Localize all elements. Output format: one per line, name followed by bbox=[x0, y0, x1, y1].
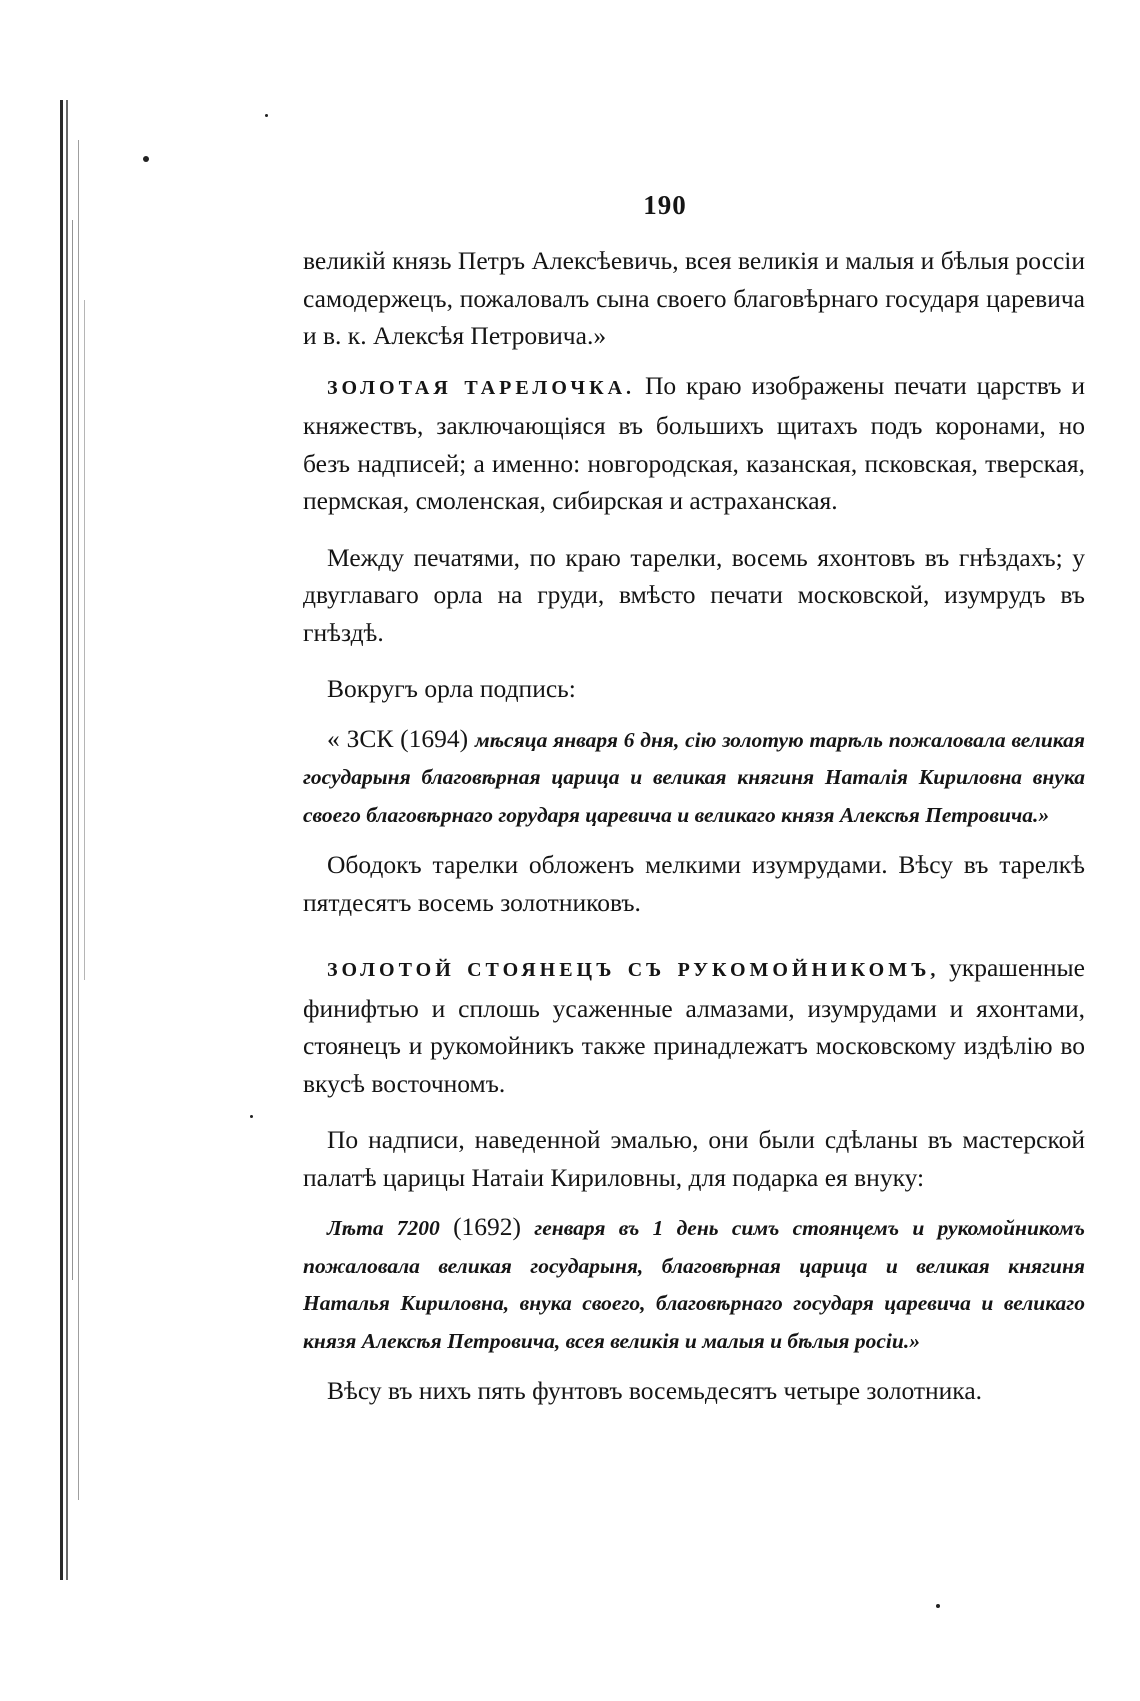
paragraph-3: Между печатями, по краю тарелки, восемь яхонтовъ въ гнѣздахъ; у двуглаваго орла на груди, вмѣсто печати московской, изумрудъ въ гнѣздѣ. bbox=[303, 542, 1085, 647]
paper-speck bbox=[250, 1115, 253, 1118]
binding-line bbox=[66, 100, 68, 1580]
quote-2 bbox=[303, 1208, 1085, 1360]
paragraph-6 bbox=[303, 949, 1085, 1102]
binding-line bbox=[78, 140, 79, 1500]
quote-year: (1692) bbox=[453, 1212, 522, 1241]
paragraph-5: Ободокъ тарелки обложенъ мелкими изумрудами. Вѣсу въ тарелкѣ пятдесятъ восемь золотниковъ. bbox=[303, 850, 1085, 917]
paragraph-4: Вокругъ орла подпись: bbox=[327, 674, 576, 703]
paragraph-8: Вѣсу въ нихъ пять фунтовъ восемьдесятъ четыре золотника. bbox=[327, 1376, 983, 1405]
quote-text: генваря въ 1 день симъ стоянцемъ и рукомойникомъ пожаловала великая государыня, благовѣрная царица и великая княгиня Наталья Кириловна, внука своего, благовѣрнаго государя царевича и великаго князя Алексѣя Петровича, всея великія и малыя и бѣлыя росіи.» bbox=[303, 1216, 1085, 1353]
paragraph-7: По надписи, наведенной эмалью, они были сдѣланы въ мастерской палатѣ царицы Натаіи Кириловны, для подарка ея внуку: bbox=[303, 1125, 1085, 1192]
binding-line bbox=[60, 100, 63, 1580]
quote-text: мѣсяца января 6 дня, сію золотую тарѣль пожаловала великая государыня благовѣрная царица и великая княгиня Наталія Кириловна внука своего благовѣрнаго горударя царевича и великаго князя Алексѣя Петровича.» bbox=[303, 727, 1085, 827]
paragraph-1: великій князь Петръ Алексѣевичь, всея великія и малыя и бѣлыя россіи самодержецъ, пожаловалъ сына своего благовѣрнаго государя царевича и в. к. Алексѣя Петровича.» bbox=[303, 246, 1085, 350]
quote-lead: Лѣта 7200 bbox=[327, 1216, 454, 1240]
main-text bbox=[303, 242, 1085, 1410]
section-heading: ЗОЛОТОЙ СТОЯНЕЦЪ СЪ РУКОМОЙНИКОМЪ, bbox=[327, 959, 940, 981]
binding-line bbox=[84, 300, 85, 980]
paragraph-text: украшенные финифтью и сплошь усаженные алмазами, изумрудами и яхонтами, стоянецъ и рукомойникъ также принадлежатъ московскому издѣлію во вкусѣ восточномъ. bbox=[303, 953, 1086, 1098]
paragraph-2 bbox=[303, 367, 1085, 520]
binding-edge bbox=[58, 100, 92, 1580]
paper-speck bbox=[143, 156, 149, 162]
paper-speck bbox=[936, 1604, 940, 1608]
binding-line bbox=[72, 220, 73, 1280]
paper-speck bbox=[265, 114, 268, 117]
slavonic-date-glyph: ЗСК bbox=[346, 723, 394, 753]
quote-open: « bbox=[327, 723, 347, 753]
page-number: 190 bbox=[643, 190, 687, 220]
quote-year: (1694) bbox=[393, 723, 475, 753]
quote-1 bbox=[303, 720, 1085, 835]
section-heading: ЗОЛОТАЯ ТАРЕЛОЧКА. bbox=[327, 376, 636, 399]
paragraph-text: По краю изображены печати царствъ и княжествъ, заключающіяся въ большихъ щитахъ подъ коронами, но безъ надписей; а именно: новгородская, казанская, псковская, тверская, пермская, смоленская, сибирская и астраханская. bbox=[303, 370, 1085, 515]
